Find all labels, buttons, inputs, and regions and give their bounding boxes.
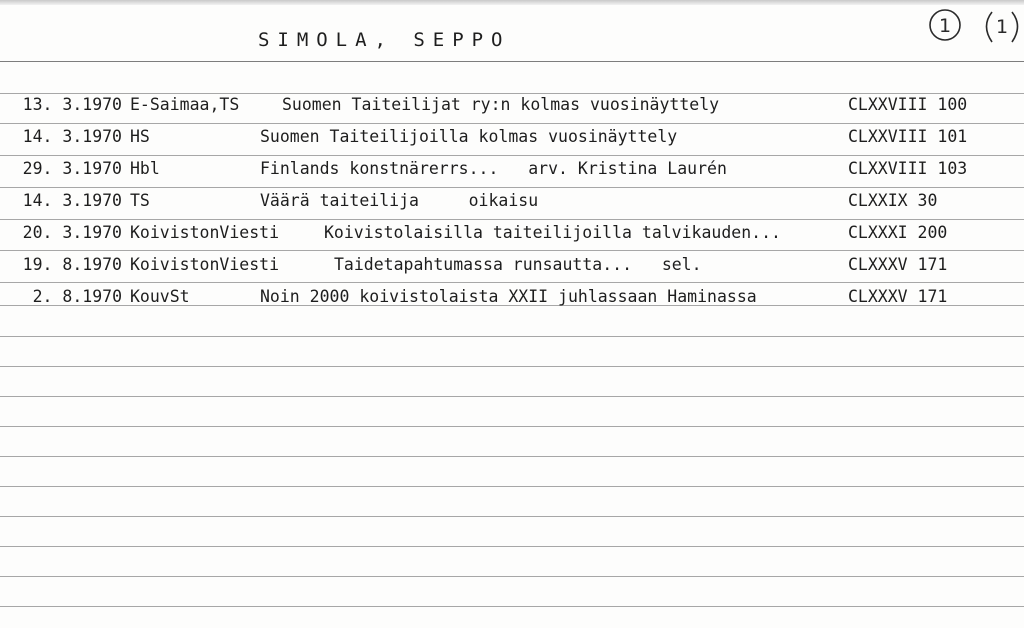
entry-row [0, 188, 1024, 220]
entry-date: 13. 3.1970 [22, 95, 122, 114]
rule-line [0, 426, 1024, 427]
card-title: SIMOLA, SEPPO [258, 29, 511, 51]
entry-row [0, 156, 1024, 188]
entry-source: HS [130, 127, 150, 146]
rule-line [0, 336, 1024, 337]
entry-reference: CLXXXI 200 [848, 223, 948, 242]
entry-title: Suomen Taiteilijat ry:n kolmas vuosinäyttely [282, 95, 720, 114]
circled-number-text: 1 [938, 15, 952, 37]
rule-line [0, 396, 1024, 397]
entry-reference: CLXXIX 30 [848, 191, 938, 210]
entry-reference: CLXXVIII 103 [848, 159, 968, 178]
rule-line [0, 366, 1024, 367]
entry-title: Finlands konstnärerrs... arv. Kristina Laurén [260, 159, 727, 178]
entry-source: E-Saimaa,TS [130, 95, 240, 114]
entry-list [0, 92, 1024, 316]
entry-reference: CLXXVIII 100 [848, 95, 968, 114]
entry-title: Väärä taiteilija oikaisu [260, 191, 539, 210]
entry-date: 29. 3.1970 [22, 159, 122, 178]
entry-date: 20. 3.1970 [22, 223, 122, 242]
entry-row [0, 92, 1024, 124]
parenthesized-number-text: 1 [995, 16, 1009, 38]
parenthesis-left-mark [987, 12, 993, 42]
entry-row [0, 252, 1024, 284]
entry-source: TS [130, 191, 150, 210]
entry-source: KoivistonViesti [130, 255, 280, 274]
entry-source: Hbl [130, 159, 160, 178]
rule-line [0, 486, 1024, 487]
corner-handwritten-marks [924, 4, 1024, 52]
entry-reference: CLXXXV 171 [848, 287, 948, 306]
entry-row [0, 284, 1024, 316]
entry-date: 2. 8.1970 [32, 287, 122, 306]
entry-date: 14. 3.1970 [22, 127, 122, 146]
rule-line [0, 456, 1024, 457]
entry-reference: CLXXXV 171 [848, 255, 948, 274]
entry-source: KouvSt [130, 287, 190, 306]
entry-row [0, 220, 1024, 252]
entry-date: 14. 3.1970 [22, 191, 122, 210]
entry-title: Koivistolaisilla taiteilijoilla talvikauden... [324, 223, 781, 242]
rule-line [0, 61, 1024, 62]
rule-line [0, 516, 1024, 517]
entry-title: Taidetapahtumassa runsautta... sel. [334, 255, 702, 274]
entry-source: KoivistonViesti [130, 223, 280, 242]
card-top-edge [0, 0, 1024, 5]
rule-line [0, 576, 1024, 577]
rule-line [0, 606, 1024, 607]
entry-title: Noin 2000 koivistolaista XXII juhlassaan Haminassa [260, 287, 757, 306]
entry-title: Suomen Taiteilijoilla kolmas vuosinäyttely [260, 127, 678, 146]
entry-reference: CLXXVIII 101 [848, 127, 968, 146]
parenthesis-right-mark [1012, 12, 1018, 42]
entry-row [0, 124, 1024, 156]
rule-line [0, 546, 1024, 547]
entry-date: 19. 8.1970 [22, 255, 122, 274]
